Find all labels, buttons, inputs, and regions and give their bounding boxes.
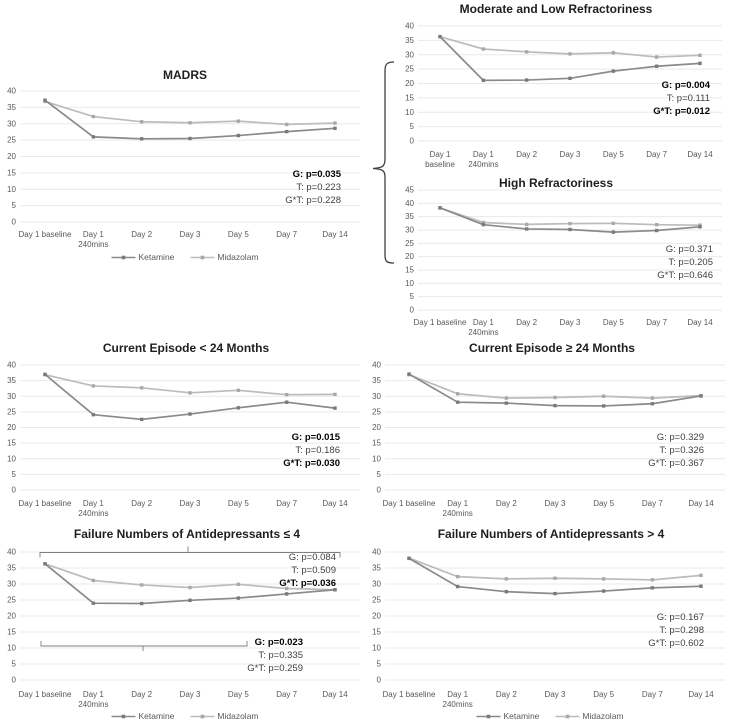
midazolam-marker xyxy=(655,223,658,226)
ketamine-marker xyxy=(553,592,556,595)
midazolam-marker xyxy=(602,395,605,398)
ketamine-marker xyxy=(651,586,654,589)
y-tick-label: 40 xyxy=(7,547,16,557)
comparison-bracket xyxy=(41,641,247,651)
y-tick-label: 35 xyxy=(7,563,16,573)
midazolam-marker xyxy=(553,577,556,580)
midazolam-marker xyxy=(651,396,654,399)
x-tick-label: 240mins xyxy=(442,509,473,518)
x-tick-label: 240mins xyxy=(78,240,109,249)
x-tick-label: Day 1 xyxy=(82,499,104,508)
midazolam-marker xyxy=(482,47,485,50)
stat-line: G: p=0.371 xyxy=(665,244,713,255)
x-tick-label: Day 3 xyxy=(179,690,201,699)
x-tick-label: Day 7 xyxy=(276,690,298,699)
midazolam-marker xyxy=(456,575,459,578)
ketamine-marker xyxy=(525,78,528,81)
stats-episode-ge-24 xyxy=(648,431,704,470)
y-tick-label: 30 xyxy=(7,391,16,401)
y-tick-label: 30 xyxy=(405,50,414,60)
midazolam-marker xyxy=(568,52,571,55)
x-tick-label: Day 7 xyxy=(641,690,663,699)
ketamine-marker xyxy=(285,592,288,595)
midazolam-marker xyxy=(333,393,336,396)
x-tick-label: Day 14 xyxy=(322,499,348,508)
midazolam-marker xyxy=(92,115,95,118)
legend-label-midazolam: Midazolam xyxy=(217,711,259,721)
midazolam-marker xyxy=(188,586,191,589)
midazolam-marker xyxy=(505,396,508,399)
x-tick-label: Day 3 xyxy=(559,150,581,159)
ketamine-marker xyxy=(438,206,441,209)
x-tick-label: Day 14 xyxy=(687,150,713,159)
x-tick-label: Day 14 xyxy=(322,230,348,239)
x-tick-label: Day 7 xyxy=(646,318,668,327)
midazolam-marker xyxy=(525,223,528,226)
y-tick-label: 25 xyxy=(7,135,16,145)
ketamine-marker xyxy=(568,228,571,231)
x-tick-label: Day 14 xyxy=(688,499,714,508)
legend-label-midazolam: Midazolam xyxy=(217,252,259,262)
ketamine-marker xyxy=(285,130,288,133)
x-tick-label: Day 2 xyxy=(131,690,153,699)
y-tick-label: 15 xyxy=(372,438,381,448)
stat-line: T: p=0.111 xyxy=(666,93,710,104)
y-tick-label: 20 xyxy=(372,423,381,432)
y-tick-label: 25 xyxy=(372,595,381,605)
y-tick-label: 20 xyxy=(7,423,16,432)
stat-line: G: p=0.084 xyxy=(288,552,336,563)
ketamine-marker xyxy=(698,225,701,228)
ketamine-marker xyxy=(92,135,95,138)
y-tick-label: 20 xyxy=(405,252,414,262)
x-tick-label: 240mins xyxy=(468,328,499,337)
midazolam-marker xyxy=(285,393,288,396)
y-tick-label: 5 xyxy=(11,659,16,669)
x-tick-label: 240mins xyxy=(468,160,499,169)
y-tick-label: 30 xyxy=(405,225,414,235)
stat-line: G: p=0.004 xyxy=(661,80,710,91)
legend-item-midazolam xyxy=(190,252,258,262)
panel-title-moderate-low-refractoriness: Moderate and Low Refractoriness xyxy=(459,2,653,16)
midazolam-line-icon xyxy=(190,713,214,720)
x-tick-label: Day 14 xyxy=(688,690,714,699)
midazolam-line xyxy=(409,375,701,398)
x-tick-label: Day 2 xyxy=(495,690,517,699)
stats-high-refractoriness xyxy=(657,243,713,282)
y-tick-label: 25 xyxy=(405,238,414,248)
y-tick-label: 25 xyxy=(7,407,16,417)
stats-failures-le-4-upper xyxy=(279,551,336,590)
x-tick-label: Day 2 xyxy=(516,318,538,327)
y-tick-label: 30 xyxy=(372,579,381,589)
ketamine-marker xyxy=(698,62,701,65)
y-tick-label: 10 xyxy=(372,454,381,464)
midazolam-marker xyxy=(188,391,191,394)
y-tick-label: 5 xyxy=(409,292,414,302)
x-tick-label: Day 1 xyxy=(447,690,469,699)
stat-line: G*T: p=0.030 xyxy=(283,458,340,469)
x-tick-label: Day 3 xyxy=(559,318,581,327)
ketamine-marker xyxy=(456,400,459,403)
ketamine-marker xyxy=(505,590,508,593)
y-tick-label: 35 xyxy=(7,376,16,386)
x-tick-label: Day 1 xyxy=(447,499,469,508)
midazolam-marker xyxy=(698,54,701,57)
ketamine-marker xyxy=(43,373,46,376)
legend-item-midazolam xyxy=(555,711,623,721)
y-tick-label: 10 xyxy=(7,643,16,653)
y-tick-label: 15 xyxy=(405,93,414,103)
ketamine-line xyxy=(440,37,700,81)
midazolam-marker xyxy=(237,119,240,122)
y-tick-label: 30 xyxy=(7,579,16,589)
y-tick-label: 40 xyxy=(7,360,16,370)
legend-item-ketamine xyxy=(111,252,174,262)
x-tick-label: Day 2 xyxy=(131,230,153,239)
midazolam-line xyxy=(45,101,335,124)
midazolam-marker xyxy=(505,577,508,580)
y-tick-label: 10 xyxy=(372,643,381,653)
midazolam-marker xyxy=(188,121,191,124)
ketamine-marker xyxy=(602,589,605,592)
y-tick-label: 40 xyxy=(7,86,16,96)
midazolam-marker xyxy=(237,583,240,586)
y-tick-label: 15 xyxy=(372,627,381,637)
stats-failures-gt-4 xyxy=(648,611,704,650)
x-tick-label: 240mins xyxy=(78,700,109,709)
ketamine-marker xyxy=(612,230,615,233)
panel-title-episode-lt-24: Current Episode < 24 Months xyxy=(102,341,270,355)
x-tick-label: Day 3 xyxy=(179,230,201,239)
y-tick-label: 35 xyxy=(405,212,414,222)
x-tick-label: Day 7 xyxy=(641,499,663,508)
y-tick-label: 15 xyxy=(7,168,16,178)
stat-line: G*T: p=0.646 xyxy=(657,270,713,281)
stat-line: G: p=0.023 xyxy=(254,637,303,648)
y-tick-label: 10 xyxy=(7,184,16,194)
y-tick-label: 40 xyxy=(405,198,414,208)
midazolam-line-icon xyxy=(555,713,579,720)
stat-line: G: p=0.329 xyxy=(656,432,704,443)
midazolam-marker xyxy=(651,578,654,581)
x-tick-label: Day 2 xyxy=(516,150,538,159)
midazolam-marker xyxy=(140,386,143,389)
midazolam-marker xyxy=(612,51,615,54)
ketamine-marker xyxy=(237,134,240,137)
legend-item-ketamine xyxy=(111,711,174,721)
y-tick-label: 5 xyxy=(11,469,16,479)
ketamine-line xyxy=(409,374,701,406)
y-tick-label: 35 xyxy=(405,35,414,45)
y-tick-label: 0 xyxy=(376,485,381,495)
y-tick-label: 40 xyxy=(372,547,381,557)
x-tick-label: Day 1 xyxy=(82,230,104,239)
y-tick-label: 5 xyxy=(409,122,414,132)
ketamine-marker xyxy=(407,372,410,375)
x-tick-label: Day 1 baseline xyxy=(382,499,436,508)
y-tick-label: 0 xyxy=(11,485,16,495)
ketamine-marker xyxy=(438,35,441,38)
y-tick-label: 25 xyxy=(7,595,16,605)
panel-title-high-refractoriness: High Refractoriness xyxy=(498,176,614,190)
stat-line: G*T: p=0.012 xyxy=(653,106,710,117)
y-tick-label: 45 xyxy=(405,185,414,195)
x-tick-label: Day 1 baseline xyxy=(18,690,72,699)
y-tick-label: 25 xyxy=(372,407,381,417)
ketamine-marker xyxy=(333,406,336,409)
x-tick-label: Day 5 xyxy=(602,318,624,327)
y-tick-label: 15 xyxy=(7,438,16,448)
ketamine-marker xyxy=(237,596,240,599)
stat-line: T: p=0.205 xyxy=(668,257,713,268)
y-tick-label: 10 xyxy=(405,107,414,117)
x-tick-label: 240mins xyxy=(78,509,109,518)
midazolam-marker xyxy=(92,384,95,387)
x-tick-label: Day 14 xyxy=(687,318,713,327)
midazolam-marker xyxy=(237,389,240,392)
legend-label-ketamine: Ketamine xyxy=(503,711,540,721)
x-tick-label: Day 1 baseline xyxy=(382,690,436,699)
midazolam-marker xyxy=(568,222,571,225)
y-tick-label: 0 xyxy=(11,675,16,685)
stat-line: G*T: p=0.228 xyxy=(285,195,341,206)
y-tick-label: 5 xyxy=(376,659,381,669)
y-tick-label: 25 xyxy=(405,64,414,74)
x-tick-label: Day 5 xyxy=(593,499,615,508)
legend-label-ketamine: Ketamine xyxy=(138,252,175,262)
ketamine-marker xyxy=(333,127,336,130)
x-tick-label: Day 5 xyxy=(227,499,249,508)
ketamine-marker xyxy=(699,585,702,588)
midazolam-marker xyxy=(655,55,658,58)
ketamine-marker xyxy=(407,557,410,560)
stat-line: T: p=0.509 xyxy=(291,565,336,576)
panel-title-failures-le-4: Failure Numbers of Antidepressants ≤ 4 xyxy=(73,527,301,541)
stat-line: G: p=0.035 xyxy=(292,169,341,180)
legend-failures-gt-4 xyxy=(476,711,623,721)
x-tick-label: 240mins xyxy=(442,700,473,709)
legend-item-ketamine xyxy=(476,711,539,721)
ketamine-marker xyxy=(482,223,485,226)
y-tick-label: 0 xyxy=(11,217,16,227)
panel-title-madrs: MADRS xyxy=(163,68,207,82)
ketamine-marker xyxy=(92,602,95,605)
ketamine-marker xyxy=(92,413,95,416)
y-tick-label: 20 xyxy=(7,611,16,621)
legend-failures-le-4 xyxy=(111,711,258,721)
midazolam-line-icon xyxy=(190,254,214,261)
ketamine-marker xyxy=(699,394,702,397)
ketamine-marker xyxy=(140,602,143,605)
stat-line: T: p=0.223 xyxy=(296,182,341,193)
y-tick-label: 0 xyxy=(409,305,414,315)
legend-madrs xyxy=(111,252,258,262)
x-tick-label: Day 1 xyxy=(472,318,494,327)
panel-title-failures-gt-4: Failure Numbers of Antidepressants > 4 xyxy=(437,527,665,541)
ketamine-marker xyxy=(553,404,556,407)
ketamine-line-icon xyxy=(476,713,500,720)
y-tick-label: 15 xyxy=(405,265,414,275)
x-tick-label: Day 1 xyxy=(429,150,451,159)
x-tick-label: Day 5 xyxy=(227,230,249,239)
x-tick-label: Day 5 xyxy=(602,150,624,159)
ketamine-marker xyxy=(602,404,605,407)
stat-line: G: p=0.015 xyxy=(291,432,340,443)
ketamine-marker xyxy=(525,227,528,230)
x-tick-label: Day 2 xyxy=(495,499,517,508)
x-tick-label: Day 1 baseline xyxy=(18,499,72,508)
stat-line: G*T: p=0.602 xyxy=(648,638,704,649)
legend-item-midazolam xyxy=(190,711,258,721)
stats-failures-le-4-lower xyxy=(247,636,303,675)
midazolam-marker xyxy=(285,123,288,126)
ketamine-marker xyxy=(188,599,191,602)
stat-line: G*T: p=0.259 xyxy=(247,663,303,674)
y-tick-label: 35 xyxy=(7,102,16,112)
ketamine-marker xyxy=(188,137,191,140)
x-tick-label: Day 14 xyxy=(322,690,348,699)
midazolam-marker xyxy=(553,396,556,399)
y-tick-label: 40 xyxy=(372,360,381,370)
stat-line: T: p=0.298 xyxy=(659,625,704,636)
stat-line: G*T: p=0.036 xyxy=(279,578,336,589)
midazolam-marker xyxy=(612,222,615,225)
x-tick-label: Day 7 xyxy=(276,499,298,508)
midazolam-marker xyxy=(602,577,605,580)
ketamine-marker xyxy=(612,69,615,72)
y-tick-label: 10 xyxy=(7,454,16,464)
midazolam-marker xyxy=(333,121,336,124)
ketamine-line-icon xyxy=(111,713,135,720)
y-tick-label: 0 xyxy=(409,136,414,146)
legend-label-midazolam: Midazolam xyxy=(582,711,624,721)
midazolam-marker xyxy=(456,392,459,395)
midazolam-marker xyxy=(92,579,95,582)
panel-title-episode-ge-24: Current Episode ≥ 24 Months xyxy=(469,341,635,355)
y-tick-label: 10 xyxy=(405,278,414,288)
stat-line: T: p=0.335 xyxy=(258,650,303,661)
y-tick-label: 0 xyxy=(376,675,381,685)
y-tick-label: 5 xyxy=(376,469,381,479)
stats-moderate-low xyxy=(653,79,710,118)
x-tick-label: Day 3 xyxy=(179,499,201,508)
x-tick-label: Day 7 xyxy=(646,150,668,159)
midazolam-marker xyxy=(525,50,528,53)
y-tick-label: 35 xyxy=(372,563,381,573)
y-tick-label: 20 xyxy=(372,611,381,621)
x-tick-label: Day 1 xyxy=(472,150,494,159)
ketamine-marker xyxy=(43,98,46,101)
ketamine-line-icon xyxy=(111,254,135,261)
x-tick-label: Day 1 xyxy=(82,690,104,699)
x-tick-label: baseline xyxy=(425,160,455,169)
stats-madrs xyxy=(285,168,341,207)
midazolam-marker xyxy=(699,574,702,577)
ketamine-marker xyxy=(285,400,288,403)
stats-episode-lt-24 xyxy=(283,431,340,470)
ketamine-marker xyxy=(568,77,571,80)
y-tick-label: 30 xyxy=(7,119,16,129)
ketamine-marker xyxy=(456,585,459,588)
x-tick-label: Day 5 xyxy=(227,690,249,699)
y-tick-label: 40 xyxy=(405,21,414,31)
x-tick-label: Day 5 xyxy=(593,690,615,699)
y-tick-label: 35 xyxy=(372,376,381,386)
stat-line: G: p=0.167 xyxy=(656,612,704,623)
y-tick-label: 15 xyxy=(7,627,16,637)
x-tick-label: Day 1 baseline xyxy=(18,230,72,239)
stat-line: T: p=0.186 xyxy=(295,445,340,456)
x-tick-label: Day 7 xyxy=(276,230,298,239)
legend-label-ketamine: Ketamine xyxy=(138,711,175,721)
y-tick-label: 20 xyxy=(7,152,16,161)
ketamine-marker xyxy=(237,406,240,409)
ketamine-marker xyxy=(655,65,658,68)
ketamine-marker xyxy=(140,418,143,421)
midazolam-marker xyxy=(140,120,143,123)
ketamine-marker xyxy=(482,79,485,82)
stat-line: G*T: p=0.367 xyxy=(648,458,704,469)
x-tick-label: Day 1 baseline xyxy=(413,318,467,327)
y-tick-label: 30 xyxy=(372,391,381,401)
x-tick-label: Day 3 xyxy=(544,499,566,508)
ketamine-marker xyxy=(505,401,508,404)
ketamine-marker xyxy=(188,412,191,415)
x-tick-label: Day 2 xyxy=(131,499,153,508)
stat-line: T: p=0.326 xyxy=(659,445,704,456)
ketamine-marker xyxy=(651,402,654,405)
ketamine-marker xyxy=(655,229,658,232)
ketamine-marker xyxy=(140,137,143,140)
ketamine-marker xyxy=(43,562,46,565)
y-tick-label: 5 xyxy=(11,201,16,211)
ketamine-line xyxy=(409,558,701,593)
ketamine-line xyxy=(45,100,335,139)
x-tick-label: Day 3 xyxy=(544,690,566,699)
midazolam-marker xyxy=(140,583,143,586)
y-tick-label: 20 xyxy=(405,79,414,88)
group-brace xyxy=(373,62,394,263)
